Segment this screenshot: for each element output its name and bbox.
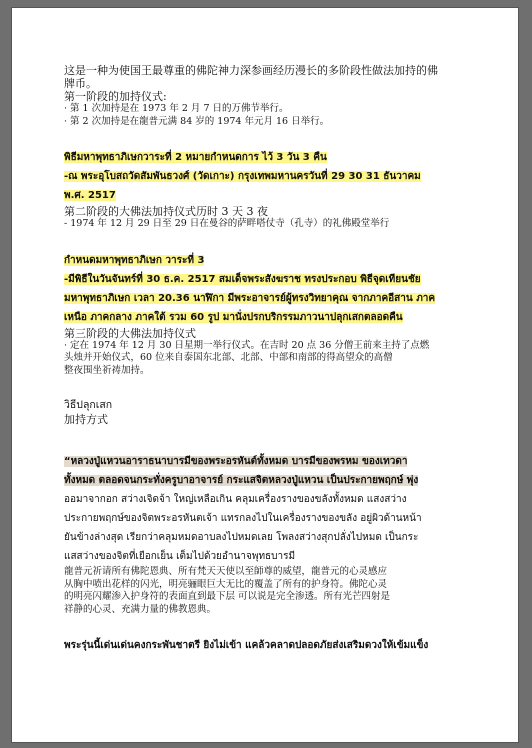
- thai-block2-line-2: -มีพิธีในวันจันทร์ที่ 30 ธ.ค. 2517 สมเด็จพระสังฆราช ทรงประกอบ พิธีจุดเทียนชัย: [64, 273, 421, 285]
- intro-line-2: 牌币。: [64, 77, 97, 90]
- document-content: [64, 64, 484, 655]
- stage3-title: 第三阶段的大佛法加持仪式: [64, 326, 196, 340]
- document-page: [12, 8, 518, 742]
- quote-line-6: แสสว่างของจิตที่เยือกเย็น เต็มไปด้วยอำนาจพุทธบารมี: [64, 551, 296, 562]
- quote-zh-line-4: 祥静的心灵、充满力量的佛教恩典。: [64, 603, 217, 615]
- thai-block2: [64, 251, 484, 327]
- quote-zh-line-3: 的明亮闪耀渗入护身符的表面直到最下层 可以说是完全渗透。所有光芒四射是: [64, 591, 391, 602]
- quote-zh-line-2: 从胸中喷出花样的闪光，明亮骊眼巨大无比的覆盖了所有的护身符。佛陀心灵: [64, 578, 388, 590]
- stage3-line-3: 整夜围坐祈祷加持。: [64, 364, 150, 376]
- stage2-title: 第二阶段的大佛法加持仪式历时 3 天 3 夜: [64, 205, 268, 218]
- thai-block2-line-1: กำหนดมหาพุทธาภิเษก วาระที่ 3: [64, 254, 205, 266]
- quote-line-5: ยันข้างล่างสุด เรียกว่าคลุมหมดอาบลงไปหมดเลย โพลงสว่างสุกปลั่งไปหมด เป็นกระ: [64, 532, 419, 543]
- method-zh-title: 加持方式: [64, 413, 108, 426]
- method-thai-title: วิธีปลุกเสก: [64, 399, 113, 411]
- intro-line-1: 这是一种为使国王最尊重的佛陀神力深参画经历漫长的多阶段性做法加持的佛: [64, 64, 438, 77]
- thai-block1: [64, 148, 484, 205]
- stage1-item-1: · 第 1 次加持是在 1973 年 2 月 7 日的万佛节举行。: [64, 103, 289, 114]
- stage1-item-2: · 第 2 次加持是在龍普元满 84 岁的 1974 年元月 16 日举行。: [64, 115, 330, 127]
- stage3-line-1: · 定在 1974 年 12 月 30 日星期一举行仪式。在吉时 20 点 36 分僧王前来主持了点燃: [64, 339, 430, 351]
- quote-line-3: ออมาจากอก สว่างเจิดจ้า ใหญ่เหลือเกิน คลุมเครื่องรางของขลังทั้งหมด แสงสว่าง: [64, 494, 407, 505]
- thai-block1-line-2: -ณ พระอุโบสถวัดสัมพันธวงศ์ (วัดเกาะ) กรุงเทพมหานครวันที่ 29 30 31 ธันวาคม: [64, 171, 421, 182]
- quote-line-1: “หลวงปู่แหวนอาราธนาบารมีของพระอรหันต์ทั้งหมด บารมีของพรหม ของเทวดา: [64, 456, 408, 467]
- thai-block2-line-3: มหาพุทธาภิเษก เวลา 20.36 นาฬิกา มีพระอาจารย์ผู้ทรงวิทยาคุณ จากภาคอีสาน ภาค: [64, 292, 436, 304]
- stage2-item: - 1974 年 12 月 29 日至 29 日在曼谷的萨畔嗒仗寺（孔寺）的礼佛殿堂举行: [64, 218, 390, 229]
- quote-thai: [64, 452, 484, 566]
- thai-block2-line-4: เหนือ ภาคกลาง ภาคใต้ รวม 60 รูป มานั่งปรกบริกรรมภาวนาปลุกเสกตลอดคืน: [64, 311, 403, 323]
- stage1-title: 第一阶段的加持仪式:: [64, 90, 167, 103]
- stage3-line-2: 头烛并开始仪式，60 位来自泰国东北部、北部、中部和南部的得高望众的高僧: [64, 352, 393, 363]
- thai-block1-line-1: พิธีมหาพุทธาภิเษกวาระที่ 2 หมายกำหนดการ ไว้ 3 วัน 3 คืน: [64, 152, 327, 163]
- thai-block1-line-3: พ.ศ. 2517: [64, 190, 116, 201]
- quote-line-2-highlight: ทั้งหมด ตลอดจนกระทั่งครูบาอาจารย์ กระแสจิตหลวงปู่แหวน เป็นประกายพฤกษ์ พุ่ง: [64, 475, 419, 486]
- final-line: พระรุ่นนี้เด่นเด่นคงกระพันชาตรี ยิงไม่เข้า แคล้วคลาดปลอดภัยส่งเสริมดวงให้เข้มแข็ง: [64, 640, 429, 651]
- quote-line-4: ประกายพฤกษ์ของจิตพระอรหันตเจ้า แทรกลงไปในเครื่องรางของขลัง อยู่ผิวด้านหน้า: [64, 513, 422, 524]
- quote-zh-line-1: 龍普元祈请所有佛陀恩典、所有梵天天使以至師尊的威望，龍普元的心灵感应: [64, 566, 388, 577]
